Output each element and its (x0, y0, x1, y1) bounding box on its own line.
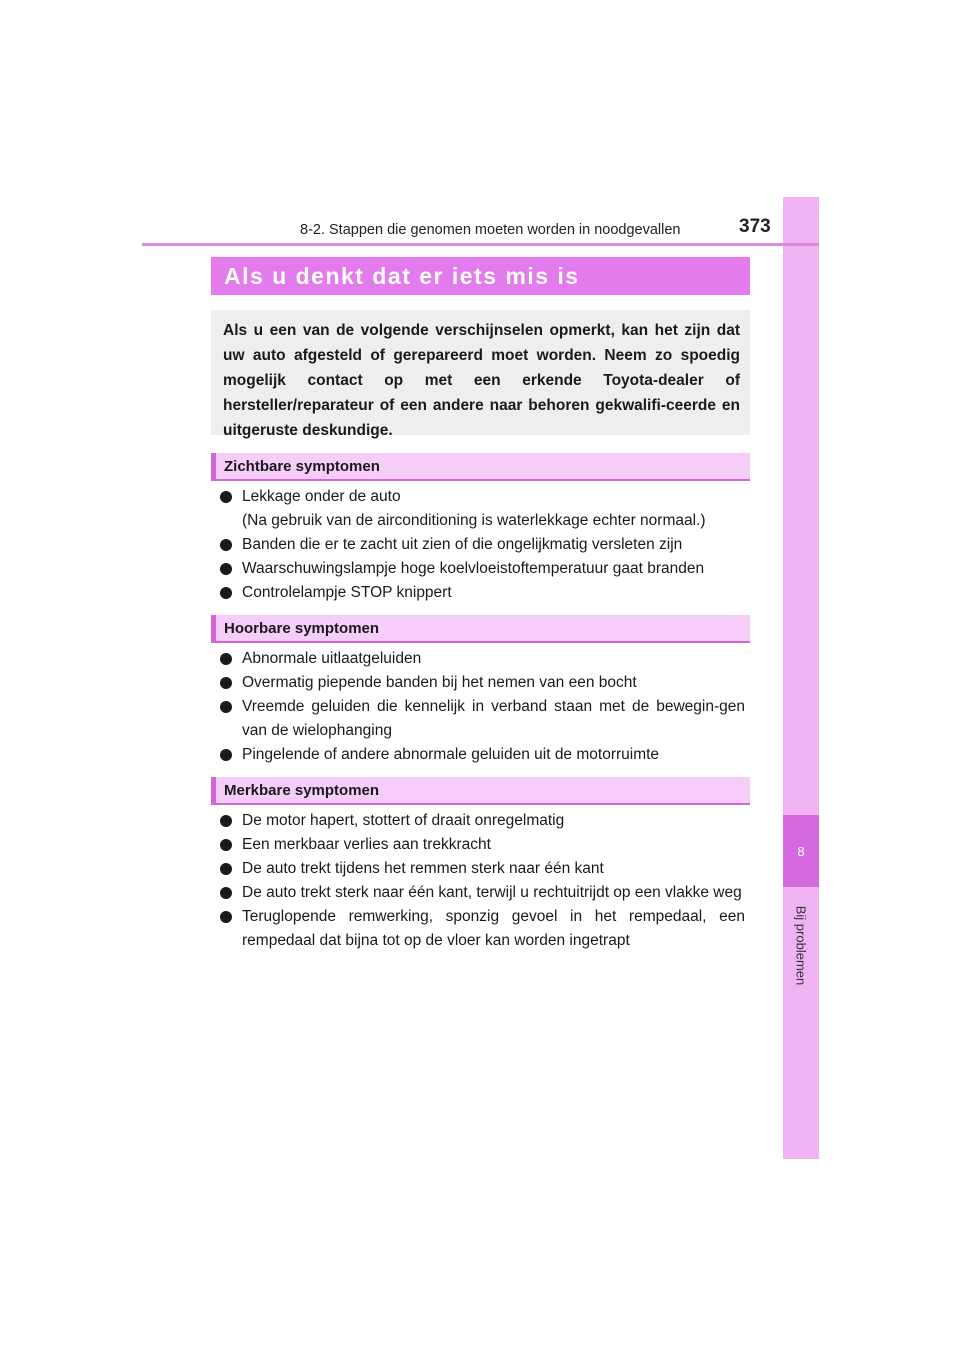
bullet-icon (220, 587, 232, 599)
list-item-text: Controlelampje STOP knippert (242, 584, 452, 601)
list-item-text: Abnormale uitlaatgeluiden (242, 650, 422, 667)
list-item-text: Een merkbaar verlies aan trekkracht (242, 836, 491, 853)
list-item-subtext: (Na gebruik van de airconditioning is waterlekkage echter normaal.) (242, 512, 706, 529)
intro-box (211, 310, 750, 439)
list-item (220, 647, 745, 671)
page-title-text: Als u denkt dat er iets mis is (224, 262, 580, 289)
list-item (220, 905, 745, 953)
list-item-text: Teruglopende remwerking, sponzig gevoel in het rempedaal, een rempedaal dat bijna tot op de vloer kan worden ingetrapt (242, 908, 745, 949)
side-tab (783, 197, 819, 1159)
audible-symptoms-list (220, 647, 745, 767)
noticeable-symptoms-list (220, 809, 745, 953)
section-heading-audible (211, 615, 750, 643)
bullet-icon (220, 911, 232, 923)
chapter-number: 8 (797, 843, 805, 859)
bullet-icon (220, 539, 232, 551)
header-divider (142, 243, 819, 246)
section-header: 8-2. Stappen die genomen moeten worden in noodgevallen (300, 222, 681, 238)
list-item (220, 695, 745, 743)
list-item (220, 881, 745, 905)
chapter-label: Bij problemen (793, 905, 809, 985)
list-item (220, 533, 745, 557)
bullet-icon (220, 749, 232, 761)
page-number: 373 (739, 216, 771, 237)
section-heading-text: Zichtbare symptomen (224, 457, 380, 475)
chapter-number-tab[interactable] (783, 815, 819, 887)
bullet-icon (220, 839, 232, 851)
bullet-icon (220, 701, 232, 713)
bullet-icon (220, 677, 232, 689)
bullet-icon (220, 863, 232, 875)
bullet-icon (220, 491, 232, 503)
list-item (220, 671, 745, 695)
intro-text: Als u een van de volgende verschijnselen opmerkt, kan het zijn dat uw auto afgesteld of gerepareerd moet worden. Neem zo spoedig mogelijk contact op met een erkende Toyota-dealer of hersteller/reparateur of een andere naar behoren gekwalifi-ceerde en uitgeruste deskundige. (223, 322, 740, 439)
list-item (220, 581, 745, 605)
bullet-icon (220, 815, 232, 827)
list-item (220, 833, 745, 857)
section-heading-text: Hoorbare symptomen (224, 619, 380, 637)
list-item-text: Waarschuwingslampje hoge koelvloeistoftemperatuur gaat branden (242, 560, 705, 577)
section-heading-noticeable (211, 777, 750, 805)
list-item-text: Overmatig piepende banden bij het nemen van een bocht (242, 674, 637, 691)
list-item-text: Pingelende of andere abnormale geluiden uit de motorruimte (242, 746, 660, 763)
list-item-text: De auto trekt tijdens het remmen sterk naar één kant (242, 860, 604, 877)
visible-symptoms-list (220, 485, 745, 605)
list-item-text: Banden die er te zacht uit zien of die ongelijkmatig versleten zijn (242, 536, 683, 553)
list-item-text: De motor hapert, stottert of draait onregelmatig (242, 812, 565, 829)
list-item-text: De auto trekt sterk naar één kant, terwijl u rechtuitrijdt op een vlakke weg (242, 884, 742, 901)
list-item-text: Lekkage onder de auto (242, 488, 401, 505)
chapter-label-tab (783, 890, 819, 1000)
list-item (220, 485, 745, 533)
list-item (220, 557, 745, 581)
page-title (211, 257, 750, 295)
list-item (220, 743, 745, 767)
bullet-icon (220, 563, 232, 575)
bullet-icon (220, 887, 232, 899)
list-item-text: Vreemde geluiden die kennelijk in verband staan met de bewegin-gen van de wielophanging (242, 698, 745, 739)
list-item (220, 857, 745, 881)
section-heading-text: Merkbare symptomen (224, 781, 380, 799)
list-item (220, 809, 745, 833)
bullet-icon (220, 653, 232, 665)
section-heading-visible (211, 453, 750, 481)
